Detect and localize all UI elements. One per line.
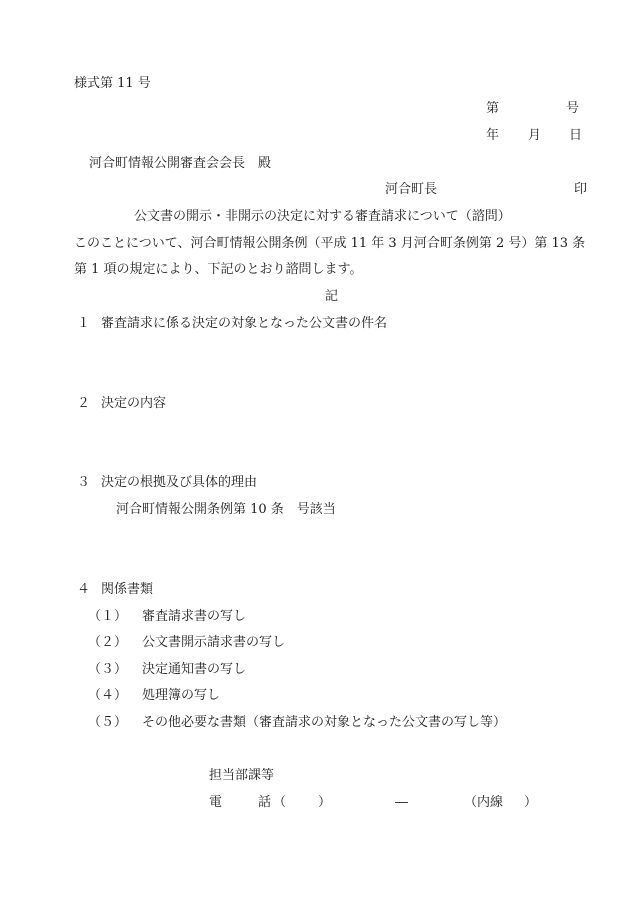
item-4-number: （４）	[88, 688, 128, 703]
subject: 公文書の開示・非開示の決定に対する審査請求について（諮問）	[134, 209, 511, 224]
item-2-text: 公文書開示請求書の写し	[142, 635, 286, 650]
seal-mark: 印	[574, 182, 588, 197]
item-3-text: 決定通知書の写し	[142, 662, 247, 677]
item-1-number: （１）	[88, 609, 128, 624]
item-5-number: （５）	[88, 715, 128, 730]
body-line-1: このことについて、河合町情報公開条例（平成 11 年 3 月河合町条例第 2 号）第 13 条	[74, 236, 586, 251]
section-3-title: 決定の根拠及び具体的理由	[101, 475, 258, 490]
phone-label-1: 電	[209, 795, 223, 810]
item-3-number: （３）	[88, 662, 128, 677]
section-1-number: １	[77, 316, 91, 331]
phone-dash: ―	[395, 795, 408, 810]
section-3-number: ３	[77, 475, 91, 490]
section-3-detail: 河合町情報公開条例第 10 条 号該当	[116, 502, 336, 517]
sender-title: 河合町長	[385, 182, 438, 197]
doc-number-prefix: 第	[486, 101, 500, 116]
section-1-title: 審査請求に係る決定の対象となった公文書の件名	[101, 316, 388, 331]
phone-label-2: 話	[258, 795, 272, 810]
date-month: 月	[528, 128, 542, 143]
extension-label: （内線	[464, 795, 504, 810]
item-5-text: その他必要な書類（審査請求の対象となった公文書の写し等）	[142, 715, 507, 730]
date-day: 日	[569, 128, 583, 143]
ki-heading: 記	[325, 289, 339, 304]
contact-department: 担当部課等	[209, 768, 275, 783]
section-2-number: ２	[77, 396, 91, 411]
item-1-text: 審査請求書の写し	[142, 609, 247, 624]
section-4-title: 関係書類	[101, 582, 154, 597]
addressee: 河合町情報公開審査会会長 殿	[89, 156, 272, 171]
section-2-title: 決定の内容	[101, 396, 167, 411]
form-number: 様式第 11 号	[74, 76, 151, 91]
phone-paren-open: （	[273, 795, 287, 810]
date-year: 年	[486, 128, 500, 143]
section-4-number: ４	[77, 582, 91, 597]
item-4-text: 処理簿の写し	[142, 688, 221, 703]
doc-number-suffix: 号	[566, 101, 580, 116]
phone-paren-close: ）	[318, 795, 332, 810]
extension-paren-close: ）	[524, 795, 538, 810]
body-line-2: 第 1 項の規定により、下記のとおり諮問します。	[74, 262, 363, 277]
item-2-number: （２）	[88, 635, 128, 650]
